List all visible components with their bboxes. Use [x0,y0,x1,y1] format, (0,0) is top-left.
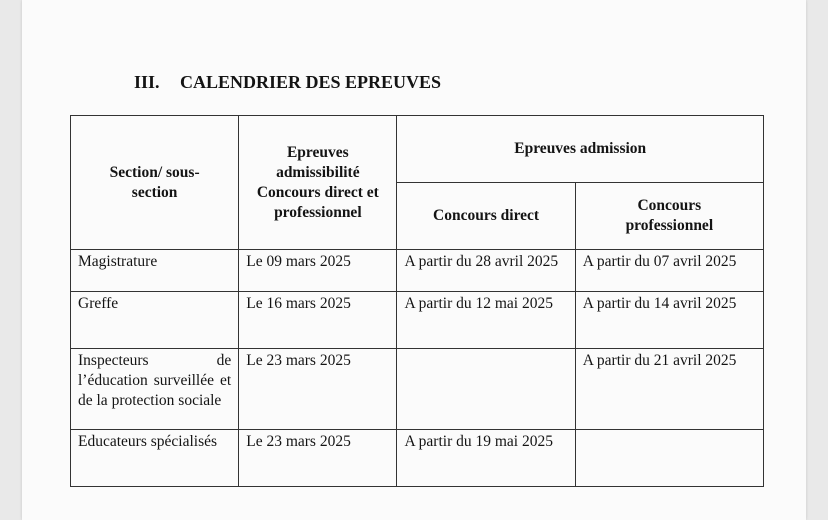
header-admissibilite: Epreuves admissibilité Concours direct et professionnel [239,116,397,250]
header-admission: Epreuves admission [397,116,764,183]
table-row [71,349,764,430]
cell-section: Inspecteurs de l’éducation surveillée et de la protection sociale [71,349,239,430]
cell-direct: A partir du 19 mai 2025 [397,430,575,487]
table-row [71,292,764,349]
cell-professionnel: A partir du 07 avril 2025 [575,250,763,292]
cell-section: Magistrature [71,250,239,292]
schedule-table [70,115,764,487]
cell-section: Educateurs spécialisés [71,430,239,487]
header-section: Section/ sous-section [71,116,239,250]
document-page [22,0,806,520]
cell-direct: A partir du 28 avril 2025 [397,250,575,292]
cell-admissibilite: Le 23 mars 2025 [239,430,397,487]
table-row [71,430,764,487]
cell-admissibilite: Le 23 mars 2025 [239,349,397,430]
section-heading [134,72,441,93]
cell-professionnel [575,430,763,487]
section-title: CALENDRIER DES EPREUVES [180,72,442,92]
cell-admissibilite: Le 09 mars 2025 [239,250,397,292]
header-row [71,116,764,183]
table-row [71,250,764,292]
section-number: III. [134,72,160,92]
cell-admissibilite: Le 16 mars 2025 [239,292,397,349]
cell-professionnel: A partir du 14 avril 2025 [575,292,763,349]
cell-direct [397,349,575,430]
header-concours-professionnel: Concours professionnel [575,183,763,250]
cell-professionnel: A partir du 21 avril 2025 [575,349,763,430]
cell-section: Greffe [71,292,239,349]
cell-direct: A partir du 12 mai 2025 [397,292,575,349]
header-concours-direct: Concours direct [397,183,575,250]
